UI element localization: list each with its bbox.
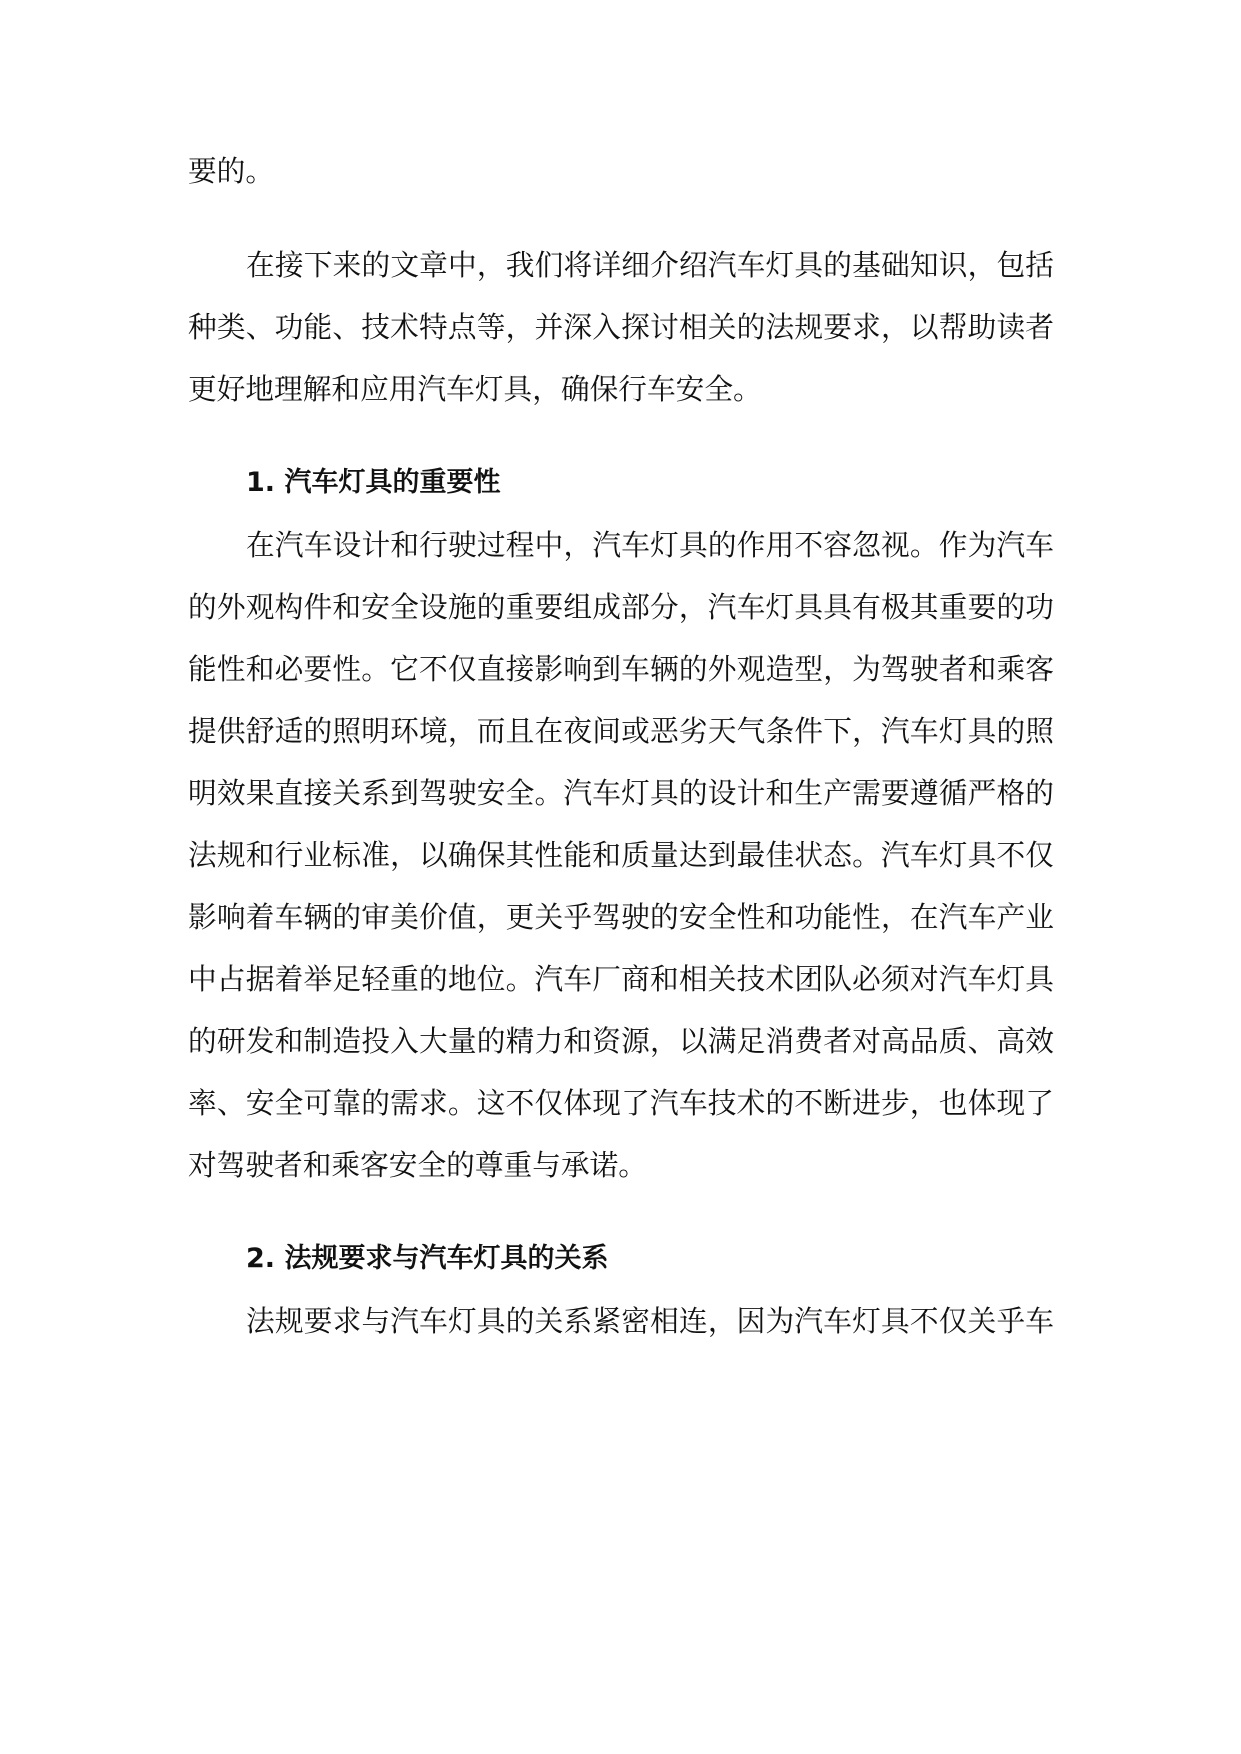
paragraph-line: 对驾驶者和乘客安全的尊重与承诺。: [188, 1148, 647, 1182]
paragraph-line: 率、安全可靠的需求。这不仅体现了汽车技术的不断进步，也体现了: [188, 1086, 1054, 1120]
section-heading: 2. 法规要求与汽车灯具的关系: [246, 1243, 609, 1274]
section-heading: 1. 汽车灯具的重要性: [246, 467, 501, 498]
document-page: [188, 140, 1054, 1352]
paragraph-line: 在接下来的文章中，我们将详细介绍汽车灯具的基础知识，包括: [246, 248, 1054, 282]
intro-paragraph: [188, 234, 1054, 420]
paragraph-line: 明效果直接关系到驾驶安全。汽车灯具的设计和生产需要遵循严格的: [188, 776, 1054, 810]
paragraph-line: 的外观构件和安全设施的重要组成部分，汽车灯具具有极其重要的功: [188, 590, 1054, 624]
paragraph-gap: [188, 420, 1054, 452]
section2-paragraph: [188, 1290, 1054, 1352]
paragraph-line: 法规要求与汽车灯具的关系紧密相连，因为汽车灯具不仅关乎车: [246, 1304, 1054, 1338]
paragraph-line: 法规和行业标准，以确保其性能和质量达到最佳状态。汽车灯具不仅: [188, 838, 1054, 872]
paragraph-line: 提供舒适的照明环境，而且在夜间或恶劣天气条件下，汽车灯具的照: [188, 714, 1054, 748]
paragraph-gap: [188, 1196, 1054, 1228]
paragraph-line: 种类、功能、技术特点等，并深入探讨相关的法规要求，以帮助读者: [188, 310, 1054, 344]
paragraph-line: 在汽车设计和行驶过程中，汽车灯具的作用不容忽视。作为汽车: [246, 528, 1054, 562]
paragraph-line: 的研发和制造投入大量的精力和资源，以满足消费者对高品质、高效: [188, 1024, 1054, 1058]
paragraph-gap: [188, 202, 1054, 234]
paragraph-line: 影响着车辆的审美价值，更关乎驾驶的安全性和功能性，在汽车产业: [188, 900, 1054, 934]
paragraph-line: 要的。: [188, 154, 275, 188]
paragraph-line: 中占据着举足轻重的地位。汽车厂商和相关技术团队必须对汽车灯具: [188, 962, 1054, 996]
paragraph-line: 能性和必要性。它不仅直接影响到车辆的外观造型，为驾驶者和乘客: [188, 652, 1054, 686]
paragraph-line: 更好地理解和应用汽车灯具，确保行车安全。: [188, 372, 762, 406]
section1-paragraph: [188, 514, 1054, 1196]
